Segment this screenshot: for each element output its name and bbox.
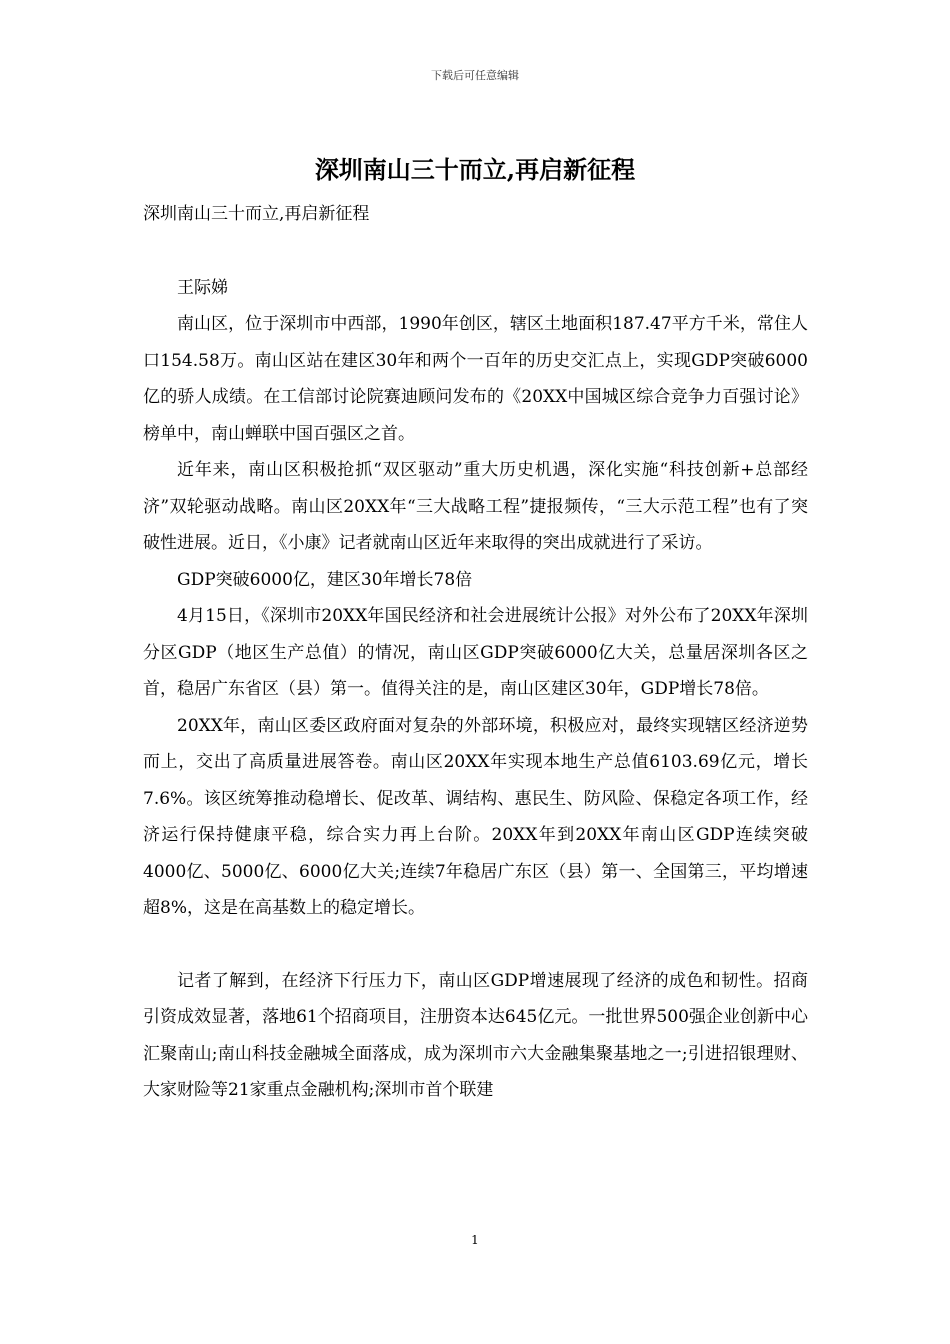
- document-body: [143, 196, 808, 1109]
- page-header-note: 下载后可任意编辑: [431, 69, 519, 82]
- document-title: 深圳南山三十而立,再启新征程: [314, 155, 636, 184]
- author-line: 王际娣: [177, 277, 228, 298]
- section-heading: GDP突破6000亿，建区30年增长78倍: [177, 569, 473, 590]
- document-subtitle: 深圳南山三十而立,再启新征程: [143, 204, 370, 224]
- body-paragraph: 4月15日，《深圳市20XX年国民经济和社会进展统计公报》对外公布了20XX年深圳分区GDP（地区生产总值）的情况，南山区GDP突破6000亿大关，总量居深圳各区之首，稳居广东省区（县）第一。值得关注的是，南山区建区30年，GDP增长78倍。: [143, 606, 808, 699]
- page-number: 1: [471, 1233, 479, 1247]
- body-paragraph: 南山区，位于深圳市中西部，1990年创区，辖区土地面积187.47平方千米，常住人口154.58万。南山区站在建区30年和两个一百年的历史交汇点上，实现GDP突破6000亿的骄人成绩。在工信部讨论院赛迪顾问发布的《20XX中国城区综合竞争力百强讨论》榜单中，南山蝉联中国百强区之首。: [143, 314, 808, 444]
- body-paragraph: 20XX年，南山区委区政府面对复杂的外部环境，积极应对，最终实现辖区经济逆势而上，交出了高质量进展答卷。南山区20XX年实现本地生产总值6103.69亿元，增长7.6%。该区统筹推动稳增长、促改革、调结构、惠民生、防风险、保稳定各项工作，经济运行保持健康平稳，综合实力再上台阶。20XX年到20XX年南山区GDP连续突破4000亿、5000亿、6000亿大关;连续7年稳居广东区（县）第一、全国第三，平均增速超8%，这是在高基数上的稳定增长。: [143, 715, 808, 918]
- body-paragraph: 近年来，南山区积极抢抓“双区驱动”重大历史机遇，深化实施“科技创新+总部经济”双轮驱动战略。南山区20XX年“三大战略工程”捷报频传，“三大示范工程”也有了突破性进展。近日，《小康》记者就南山区近年来取得的突出成就进行了采访。: [143, 460, 808, 553]
- body-paragraph: 记者了解到，在经济下行压力下，南山区GDP增速展现了经济的成色和韧性。招商引资成效显著，落地61个招商项目，注册资本达645亿元。一批世界500强企业创新中心汇聚南山;南山科技金融城全面落成，成为深圳市六大金融集聚基地之一;引进招银理财、大家财险等21家重点金融机构;深圳市首个联建: [143, 970, 808, 1100]
